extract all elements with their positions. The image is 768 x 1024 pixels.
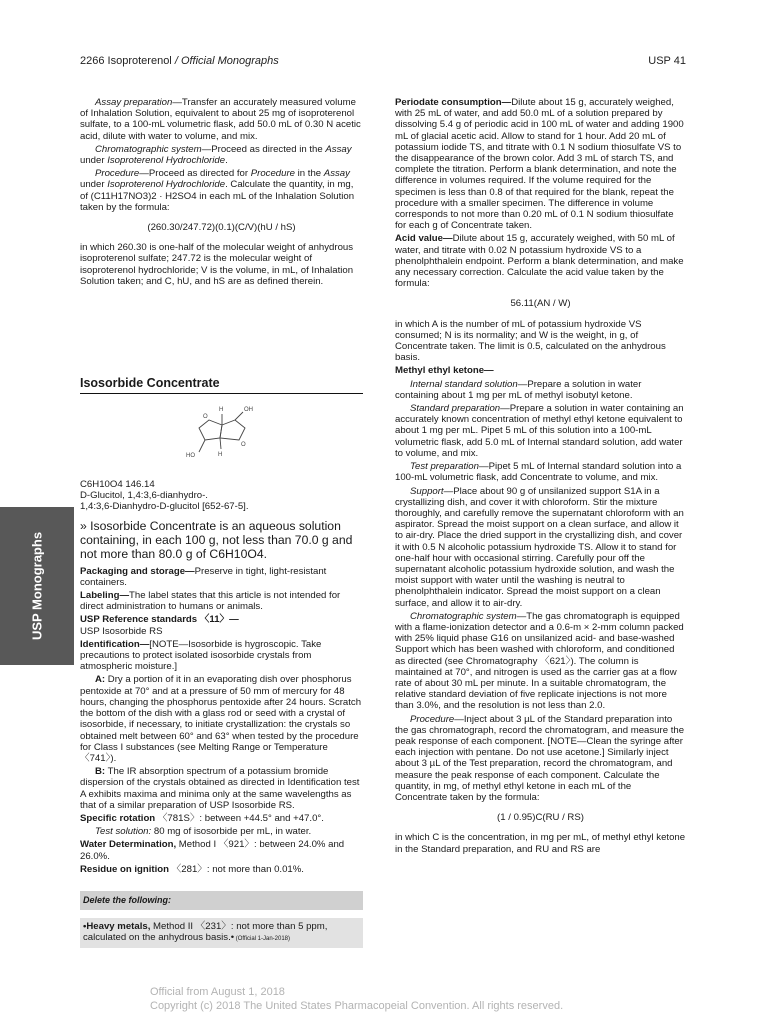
rotation-text: 〈781S〉: between +44.5° and +47.0°. xyxy=(155,812,324,824)
water-label: Water Determination, xyxy=(80,839,177,851)
residue-label: Residue on ignition xyxy=(80,863,170,875)
procedure-text-3: under xyxy=(80,179,108,191)
assay-prep-label: Assay preparation— xyxy=(95,97,182,108)
assay-where: in which 260.30 is one-half of the molecular weight of anhydrous isoproterenol sulfate; 247.72 is the molecular weight of isoproterenol hydrochloride; V is the volume, in mL, of Inhalation Solution taken; and C, hU, and hS are as defined therein. xyxy=(80,242,354,287)
procedure-left xyxy=(80,168,363,213)
structure-o-right: O xyxy=(240,442,246,449)
page-number: 2266 xyxy=(80,55,105,67)
procedure-text-1: Proceed as directed for xyxy=(148,168,251,180)
procedure-ref-3: Isoproterenol Hydrochloride xyxy=(107,179,226,191)
standard-preparation xyxy=(395,403,686,459)
left-column xyxy=(80,97,363,948)
periodate-label: Periodate consumption— xyxy=(395,97,512,108)
testprep-label: Test preparation— xyxy=(410,461,489,473)
internal-label: Internal standard solution— xyxy=(410,378,528,390)
standard-label: Standard preparation— xyxy=(410,403,510,415)
lead-definition: » Isosorbide Concentrate is an aqueous solution containing, in each 100 g, not less than 70.0 g and not more than 80.0 g of C6H10O4. xyxy=(80,518,353,561)
methyl-ethyl-ketone-heading: Methyl ethyl ketone— xyxy=(395,365,494,377)
test-solution-label: Test solution: xyxy=(95,826,152,838)
chemical-structure xyxy=(80,398,363,473)
acid-value xyxy=(395,233,686,289)
chromatographic-system-right xyxy=(395,611,686,712)
footer-watermark xyxy=(150,985,670,1013)
chemical-name-2: 1,4:3,6-Dianhydro-D-glucitol [652-67-5]. xyxy=(80,501,249,513)
footer-copyright: Copyright (c) 2018 The United States Pharmacopeial Convention. All rights reserved. xyxy=(150,1000,564,1012)
test-a-label: A: xyxy=(95,674,106,686)
identification-test-a xyxy=(80,674,363,764)
testprep-text: Pipet 5 mL of Internal standard solution into a 100-mL volumetric flask, add Concentrate to volume, and mix. xyxy=(395,461,682,484)
acid-formula: 56.11(AN / W) xyxy=(510,298,571,310)
acid-where: in which A is the number of mL of potassium hydroxide VS consumed; N is its normality; and W is the weight, in g, of Concentrate taken. The limit is 0.5, calculated on the anhydrous basis. xyxy=(395,318,666,364)
ref-std-text: USP Isosorbide RS xyxy=(80,625,163,637)
heavy-metals-text: Method II 〈231〉: not more than 5 ppm, calculated on the anhydrous basis.• xyxy=(83,920,328,943)
acid-label: Acid value— xyxy=(395,233,453,245)
molecular-formula: C6H10O4 146.14 xyxy=(80,479,155,491)
procedure-right-text: Inject about 3 µL of the Standard preparation into the gas chromatograph, record the chromatogram, and measure the peak response of each component. [NOTE—Clean the syringe after each injection with pentane. Do not use acetone.] Similarly inject about 3 µL of the Test preparation, record the chromatogram, and measure the peak response of each component. Calculate the quantity, in mg, of methyl ethyl ketone in each mL of the Concentrate taken by the formula: xyxy=(395,713,685,803)
support-label: Support— xyxy=(410,485,454,497)
chrom-text-2: under xyxy=(80,155,108,167)
header-title: Isoproterenol xyxy=(107,55,172,67)
labeling-label: Labeling— xyxy=(80,590,130,602)
water-determination xyxy=(80,839,363,861)
official-note: (Official 1-Jan-2018) xyxy=(234,935,291,942)
internal-standard-solution xyxy=(395,379,686,401)
residue-on-ignition xyxy=(80,864,363,875)
delete-notice: Delete the following: xyxy=(80,891,363,910)
header-separator: / xyxy=(171,55,181,67)
header-left xyxy=(80,55,279,67)
monograph-title: Isosorbide Concentrate xyxy=(80,375,363,394)
right-column xyxy=(395,97,686,857)
test-solution xyxy=(80,826,363,837)
assay-preparation xyxy=(80,97,363,142)
page-header xyxy=(80,55,686,73)
structure-ho: HO xyxy=(185,453,195,460)
chrom-text-1: Proceed as directed in the xyxy=(211,143,326,155)
identification-test-b xyxy=(80,766,363,811)
procedure-ref-2: Assay xyxy=(323,168,350,180)
labeling-text: The label states that this article is not intended for direct administration to humans or animals. xyxy=(80,590,341,613)
structure-h-bottom: H xyxy=(217,452,222,459)
test-preparation xyxy=(395,461,686,483)
residue-text: 〈281〉: not more than 0.01%. xyxy=(169,863,304,875)
procedure-formula: (1 / 0.95)C(RU / RS) xyxy=(497,812,584,824)
side-tab-label: USP Monographs xyxy=(29,531,45,641)
header-edition: USP 41 xyxy=(648,55,686,67)
header-section: Official Monographs xyxy=(180,55,279,67)
support xyxy=(395,486,686,609)
structure-o-left: O xyxy=(202,414,208,421)
packaging-label: Packaging and storage— xyxy=(80,565,195,577)
heavy-metals-block xyxy=(80,918,363,948)
rotation-label: Specific rotation xyxy=(80,812,156,824)
procedure-label: Procedure— xyxy=(95,168,149,180)
procedure-right-label: Procedure— xyxy=(410,713,464,725)
chrom-ref: Assay xyxy=(325,143,352,155)
test-b-text: The IR absorption spectrum of a potassium bromide dispersion of the crystals obtained as directed in Identification test A exhibits maxima and minima only at the same wavelengths as that of a similar preparation of USP Isosorbide RS. xyxy=(80,766,360,811)
procedure-right xyxy=(395,714,686,804)
procedure-ref-1: Procedure xyxy=(250,168,295,180)
support-text: Place about 90 g of unsilanized support S1A in a crystallizing dish, and cover it with chloroform. Stir the mixture thoroughly, and carefully remove the supernatant chloroform with an aspirator. Spread the moist support on a clean surface, and allow it to air-dry. Place the dried support in the crystallizing dish, and cover it with 0.5 N alcoholic potassium hydroxide TS. Allow it to stand for one-half hour with occasional stirring. Carefully pour off the supernatant alcoholic potassium hydroxide solution, and wash the moist support with water until the washing is neutral to phenolphthalein indicator. Spread the moist support on a clean surface, and allow it to air-dry. xyxy=(395,485,684,609)
periodate-consumption xyxy=(395,97,686,231)
procedure-text-4: . Calculate the quantity, in mg, of (C11H17NO3)2 · H2SO4 in each mL of the Inhalation Solution taken by the formula: xyxy=(80,179,355,213)
reference-standards xyxy=(80,614,363,636)
ident-label: Identification— xyxy=(80,638,150,650)
chrom-right-text: The gas chromatograph is equipped with a flame-ionization detector and a 0.6-m × 2-mm column packed with 25% liquid phase G16 on unsilanized acid- and base-washed Support which has been washed with chloroform, and conditioned as directed (see Chromatography 〈621〉). The column is maintained at 70°, and nitrogen is used as the carrier gas at a flow rate of about 30 mL per minute. In a suitable chromatogram, the relative standard deviation of five replicate injections is not more than 3.0%, and the resolution is not less than 2.0. xyxy=(395,610,684,712)
specific-rotation xyxy=(80,813,363,824)
structure-h-top: H xyxy=(218,407,223,414)
labeling xyxy=(80,590,363,612)
periodate-text: Dilute about 15 g, accurately weighed, with 25 mL of water, and add 50.0 mL of a solution prepared by dissolving 5.4 g of periodic acid in 100 mL of water and adding 1900 mL of glacial acetic acid. Allow to stand for 1 hour. Add 20 mL of potassium iodide TS, and titrate with 0.1 N sodium thiosulfate VS to the disappearance of the brown color. Add 3 mL of starch TS, and complete the titration. Perform a blank determination, and note the difference in volumes required. If the volume required for the specimen is less than 0.8 of that required for the blank, repeat the procedure with a smaller specimen. The difference in volume corresponds to not more than 0.20 mL of 0.1 N sodium thiosulfate for each g of Concentrate taken. xyxy=(395,97,684,232)
packaging-text: Preserve in tight, light-resistant containers. xyxy=(80,565,327,588)
identification xyxy=(80,639,363,673)
structure-oh: OH xyxy=(243,407,253,414)
heavy-metals-label: •Heavy metals, xyxy=(83,920,151,932)
ref-std-label: USP Reference standards 〈11〉— xyxy=(80,614,239,626)
side-tab xyxy=(0,507,74,665)
procedure-where: in which C is the concentration, in mg per mL, of methyl ethyl ketone in the Standard preparation, and RU and RS are xyxy=(395,832,686,855)
ident-text: [NOTE—Isosorbide is hygroscopic. Take precautions to protect isolated isosorbide crystals from atmospheric moisture.] xyxy=(80,638,322,673)
acid-text: Dilute about 15 g, accurately weighed, with 50 mL of water, and titrate with 0.02 N potassium hydroxide VS to a phenolphthalein endpoint. Perform a blank determination, and make any necessary correction. Calculate the acid value taken by the formula: xyxy=(395,233,684,290)
chromatographic-system-left xyxy=(80,144,363,166)
standard-text: Prepare a solution in water containing an accurately known concentration of methyl ethyl ketone equivalent to about 1 mg per mL. Pipet 5 mL of this solution into a 100-mL volumetric flask, add 5.0 mL of Internal standard solution, add water to volume, and mix. xyxy=(395,403,684,459)
chrom-right-label: Chromatographic system— xyxy=(410,610,527,622)
chrom-label: Chromatographic system— xyxy=(95,143,212,155)
test-solution-text: 80 mg of isosorbide per mL, in water. xyxy=(151,826,312,838)
packaging-storage xyxy=(80,566,363,588)
water-text: Method I 〈921〉: between 24.0% and 26.0%. xyxy=(80,839,345,862)
procedure-text-2: in the xyxy=(294,168,324,180)
internal-text: Prepare a solution in water containing about 1 mg per mL of methyl isobutyl ketone. xyxy=(395,378,642,401)
test-a-text: Dry a portion of it in an evaporating dish over phosphorus pentoxide at 70° and at a pressure of 50 mm of mercury for 48 hours, changing the phosphorus pentoxide after 24 hours. Scratch the bottom of the dish with a glass rod or seed with a crystal of isosorbide, if necessary, to initiate crystallization: the crystals so obtained melt between 60° and 63° when tested by the procedure for Class I substances (see Melting Range or Temperature 〈741〉). xyxy=(80,674,362,764)
assay-prep-text: Transfer an accurately measured volume of Inhalation Solution, equivalent to about 25 mg of isoproterenol sulfate, to a 100-mL volumetric flask, add 50.0 mL of 0.30 N acetic acid, dilute with water to volume, and mix. xyxy=(80,97,361,142)
isosorbide-structure-icon xyxy=(177,398,267,473)
chrom-text-3: . xyxy=(225,155,228,167)
assay-formula: (260.30/247.72)(0.1)(C/V)(hU / hS) xyxy=(147,222,296,234)
chemical-name-1: D-Glucitol, 1,4:3,6-dianhydro-. xyxy=(80,490,208,502)
footer-official-date: Official from August 1, 2018 xyxy=(150,986,285,998)
chrom-ref-2: Isoproterenol Hydrochloride xyxy=(107,155,226,167)
test-b-label: B: xyxy=(95,766,106,778)
